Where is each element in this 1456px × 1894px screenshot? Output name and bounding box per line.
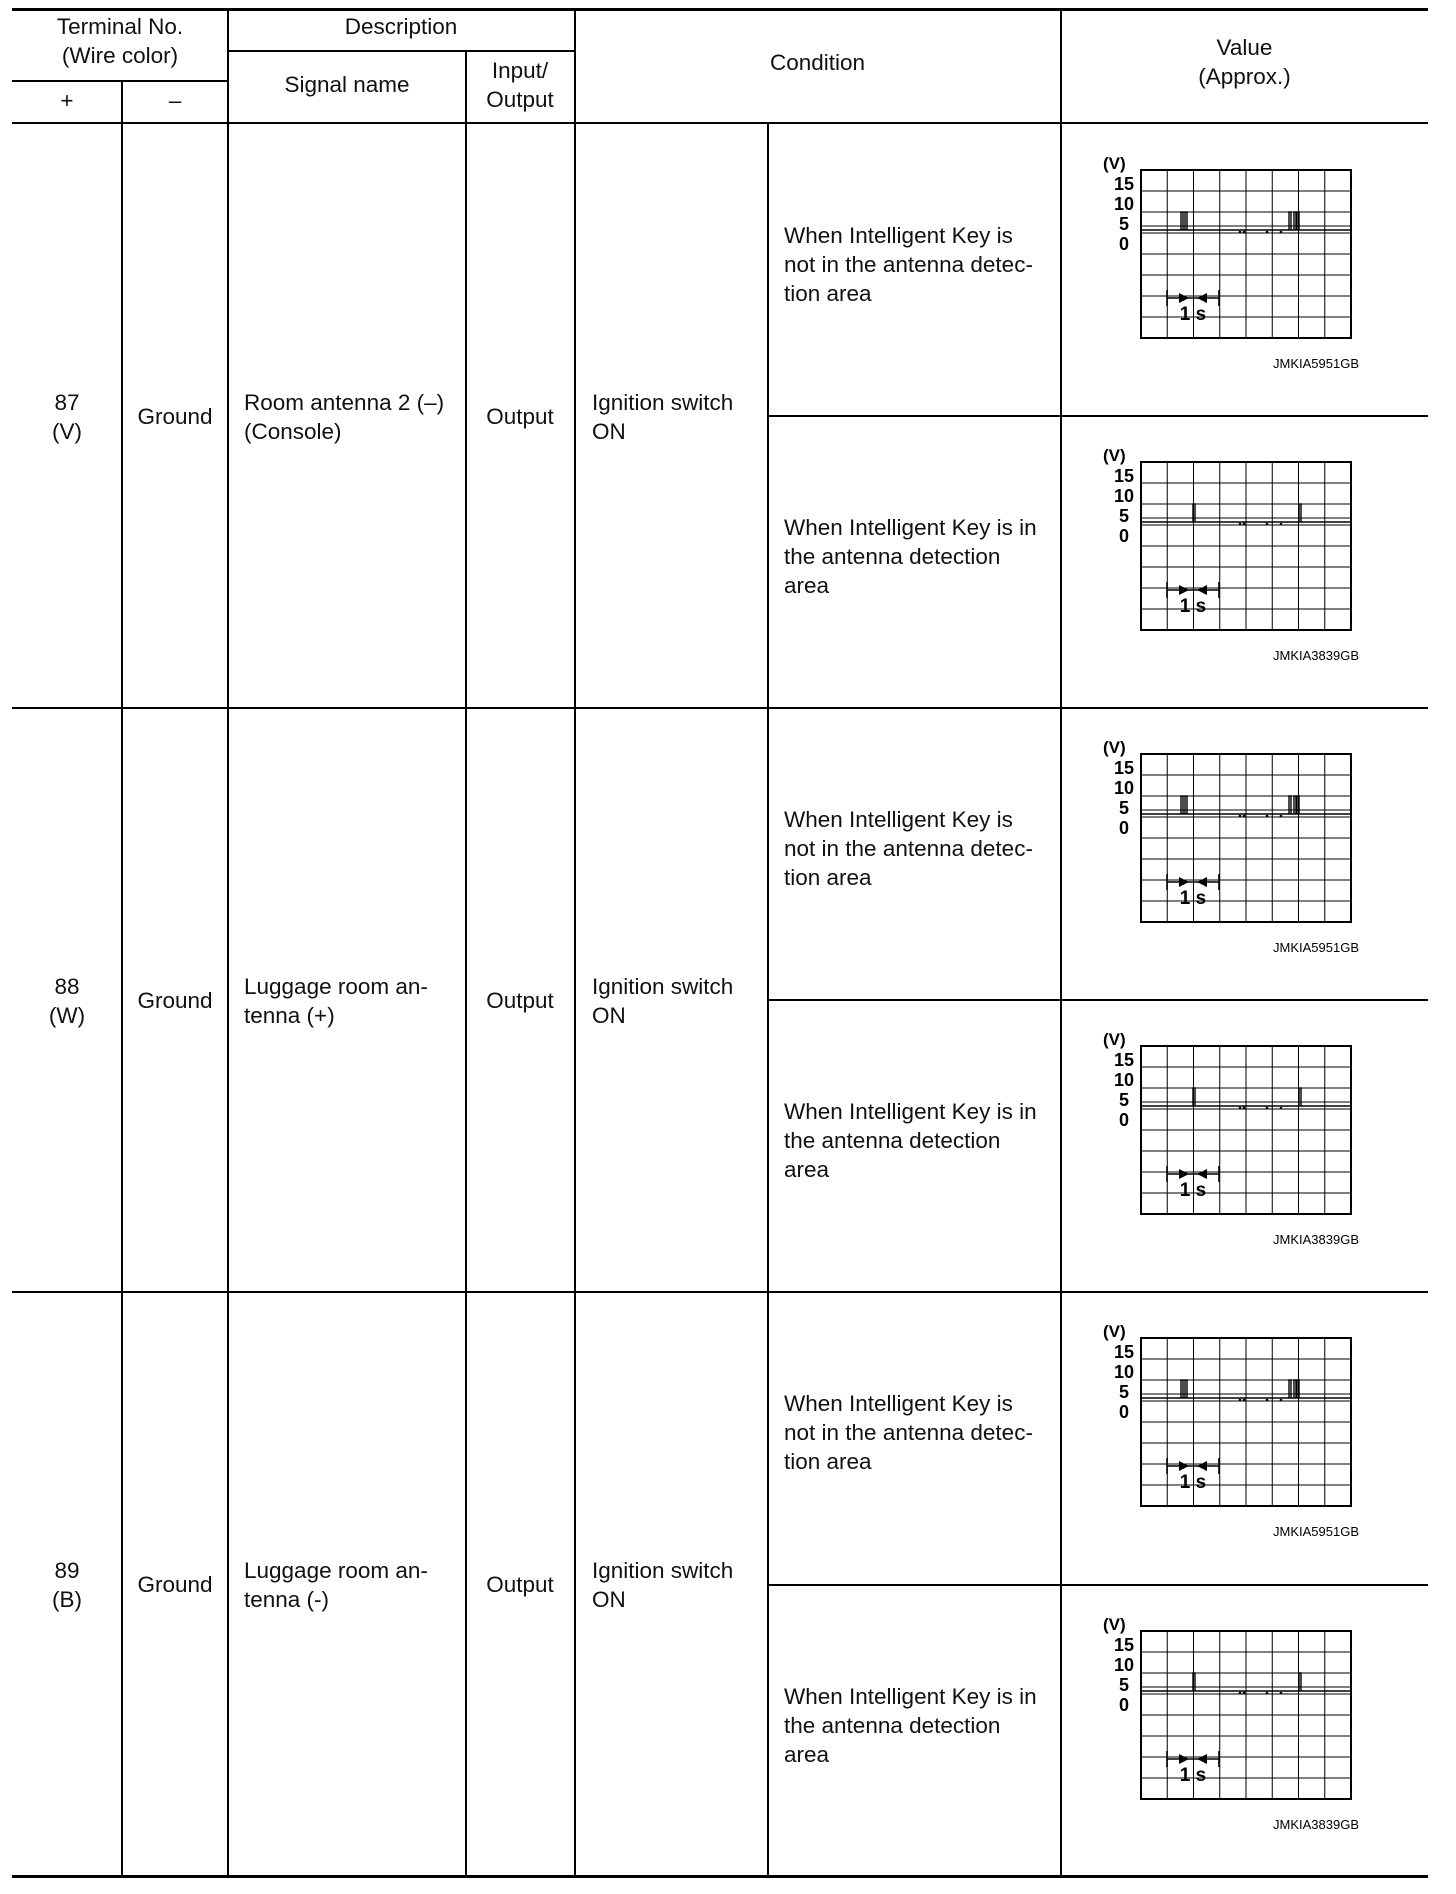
waveform-svg xyxy=(1101,1314,1361,1554)
time-scale-label: 1 s xyxy=(1179,1765,1207,1786)
time-scale-label: 1 s xyxy=(1179,1180,1207,1201)
input-output: Output xyxy=(486,404,554,429)
input-output: Output xyxy=(486,1572,554,1597)
pulse-trace xyxy=(1193,1673,1301,1691)
figure-code: JMKIA5951GB xyxy=(1273,356,1359,371)
trace-dot xyxy=(1239,1107,1242,1110)
waveform-svg xyxy=(1101,146,1361,386)
trace-dot xyxy=(1243,523,1246,526)
trace-dot xyxy=(1243,1107,1246,1110)
waveform-svg xyxy=(1101,730,1361,970)
table-bottom-rule xyxy=(12,1875,1428,1878)
oscilloscope-waveform xyxy=(1101,1022,1361,1262)
trace-dot xyxy=(1243,1399,1246,1402)
time-marker-arrow xyxy=(1197,877,1207,887)
pulse-trace xyxy=(1193,1088,1301,1106)
time-marker-arrow xyxy=(1197,585,1207,595)
y-tick-label: 0 xyxy=(1118,818,1130,838)
pulse-trace xyxy=(1181,796,1299,814)
y-unit-label: (V) xyxy=(1103,446,1126,465)
minus-terminal: Ground xyxy=(137,404,213,429)
figure-code: JMKIA3839GB xyxy=(1273,1817,1359,1832)
minus-terminal: Ground xyxy=(137,988,213,1013)
y-unit-label: (V) xyxy=(1103,1322,1126,1341)
input-output: Output xyxy=(486,988,554,1013)
row89-split xyxy=(768,1584,1428,1586)
y-tick-label: 10 xyxy=(1113,1655,1135,1675)
row88-bottom xyxy=(12,1291,1428,1293)
oscilloscope-waveform xyxy=(1101,1314,1361,1554)
row87-bottom xyxy=(12,707,1428,709)
condition: Ignition switch ON xyxy=(592,390,734,444)
time-marker-arrow xyxy=(1179,1169,1189,1179)
y-tick-label: 5 xyxy=(1118,1090,1130,1110)
y-tick-label: 10 xyxy=(1113,1070,1135,1090)
trace-dot xyxy=(1280,231,1283,234)
trace-dot xyxy=(1239,1399,1242,1402)
trace-dot xyxy=(1280,1399,1283,1402)
y-tick-label: 5 xyxy=(1118,214,1130,234)
waveform-svg xyxy=(1101,438,1361,678)
header-value: Value (Approx.) xyxy=(1198,35,1291,89)
condition: Ignition switch ON xyxy=(592,974,734,1028)
trace-dot xyxy=(1280,815,1283,818)
y-tick-label: 15 xyxy=(1113,466,1135,486)
signal-name: Luggage room an- tenna (-) xyxy=(244,1558,428,1612)
time-marker-arrow xyxy=(1197,1754,1207,1764)
trace-dot xyxy=(1266,231,1269,234)
signal-name: Room antenna 2 (–) (Console) xyxy=(244,390,445,444)
trace-dot xyxy=(1239,231,1242,234)
sub-condition: When Intelligent Key is not in the antenna detec- tion area xyxy=(784,807,1033,890)
terminal-number: 88 (W) xyxy=(48,974,86,1028)
y-tick-label: 0 xyxy=(1118,234,1130,254)
trace-dot xyxy=(1280,1107,1283,1110)
y-tick-label: 10 xyxy=(1113,194,1135,214)
trace-dot xyxy=(1266,523,1269,526)
trace-dot xyxy=(1239,815,1242,818)
terminal-number: 87 (V) xyxy=(52,390,82,444)
time-marker-arrow xyxy=(1179,1461,1189,1471)
trace-dot xyxy=(1239,523,1242,526)
time-scale-label: 1 s xyxy=(1179,888,1207,909)
trace-dot xyxy=(1239,1692,1242,1695)
y-tick-label: 10 xyxy=(1113,778,1135,798)
time-marker-arrow xyxy=(1179,877,1189,887)
minus-terminal: Ground xyxy=(137,1572,213,1597)
y-tick-label: 10 xyxy=(1113,1362,1135,1382)
col-line-value xyxy=(1060,8,1062,1877)
y-tick-label: 15 xyxy=(1113,1050,1135,1070)
time-marker-arrow xyxy=(1197,293,1207,303)
y-unit-label: (V) xyxy=(1103,1030,1126,1049)
row87-split xyxy=(768,415,1428,417)
y-tick-label: 10 xyxy=(1113,486,1135,506)
sub-condition: When Intelligent Key is in the antenna detection area xyxy=(784,1099,1037,1182)
y-tick-label: 5 xyxy=(1118,798,1130,818)
trace-dot xyxy=(1243,1692,1246,1695)
waveform-svg xyxy=(1101,1607,1361,1847)
oscilloscope-waveform xyxy=(1101,730,1361,970)
figure-code: JMKIA3839GB xyxy=(1273,1232,1359,1247)
sub-condition: When Intelligent Key is in the antenna detection area xyxy=(784,1684,1037,1767)
figure-code: JMKIA5951GB xyxy=(1273,1524,1359,1539)
y-tick-label: 0 xyxy=(1118,526,1130,546)
trace-dot xyxy=(1243,231,1246,234)
trace-dot xyxy=(1266,815,1269,818)
description-divider xyxy=(228,50,574,52)
time-marker-arrow xyxy=(1197,1461,1207,1471)
sub-condition: When Intelligent Key is not in the antenna detec- tion area xyxy=(784,223,1033,306)
trace-dot xyxy=(1266,1399,1269,1402)
pulse-trace xyxy=(1193,504,1301,522)
row88-split xyxy=(768,999,1428,1001)
time-marker-arrow xyxy=(1179,293,1189,303)
trace-dot xyxy=(1243,815,1246,818)
figure-code: JMKIA5951GB xyxy=(1273,940,1359,955)
col-line-condition xyxy=(574,8,576,1877)
trace-dot xyxy=(1266,1692,1269,1695)
header-signal-name: Signal name xyxy=(284,72,410,97)
trace-dot xyxy=(1266,1107,1269,1110)
y-tick-label: 5 xyxy=(1118,1675,1130,1695)
terminal-divider xyxy=(12,80,228,82)
header-input-output: Input/ Output xyxy=(486,58,554,112)
oscilloscope-waveform xyxy=(1101,146,1361,386)
time-scale-label: 1 s xyxy=(1179,304,1207,325)
y-unit-label: (V) xyxy=(1103,154,1126,173)
sub-condition: When Intelligent Key is not in the antenna detec- tion area xyxy=(784,1391,1033,1474)
y-unit-label: (V) xyxy=(1103,1615,1126,1634)
y-tick-label: 5 xyxy=(1118,1382,1130,1402)
header-bottom-rule xyxy=(12,122,1428,124)
time-scale-label: 1 s xyxy=(1179,1472,1207,1493)
y-tick-label: 0 xyxy=(1118,1695,1130,1715)
table-top-rule xyxy=(12,8,1428,11)
time-marker-arrow xyxy=(1179,1754,1189,1764)
time-scale-label: 1 s xyxy=(1179,596,1207,617)
y-tick-label: 15 xyxy=(1113,1342,1135,1362)
terminal-number: 89 (B) xyxy=(52,1558,82,1612)
trace-dot xyxy=(1280,523,1283,526)
header-description: Description xyxy=(344,14,458,39)
condition: Ignition switch ON xyxy=(592,1558,734,1612)
y-tick-label: 0 xyxy=(1118,1402,1130,1422)
trace-dot xyxy=(1280,1692,1283,1695)
sub-condition: When Intelligent Key is in the antenna detection area xyxy=(784,515,1037,598)
y-tick-label: 0 xyxy=(1118,1110,1130,1130)
header-terminal-no: Terminal No. (Wire color) xyxy=(56,14,184,68)
time-marker-arrow xyxy=(1197,1169,1207,1179)
time-marker-arrow xyxy=(1179,585,1189,595)
y-tick-label: 15 xyxy=(1113,758,1135,778)
pulse-trace xyxy=(1181,212,1299,230)
oscilloscope-waveform xyxy=(1101,1607,1361,1847)
y-tick-label: 15 xyxy=(1113,1635,1135,1655)
pulse-trace xyxy=(1181,1380,1299,1398)
waveform-svg xyxy=(1101,1022,1361,1262)
header-minus: – xyxy=(168,88,182,113)
y-unit-label: (V) xyxy=(1103,738,1126,757)
y-tick-label: 5 xyxy=(1118,506,1130,526)
header-plus: + xyxy=(60,88,74,113)
oscilloscope-waveform xyxy=(1101,438,1361,678)
header-condition: Condition xyxy=(769,50,866,75)
signal-name: Luggage room an- tenna (+) xyxy=(244,974,428,1028)
y-tick-label: 15 xyxy=(1113,174,1135,194)
figure-code: JMKIA3839GB xyxy=(1273,648,1359,663)
